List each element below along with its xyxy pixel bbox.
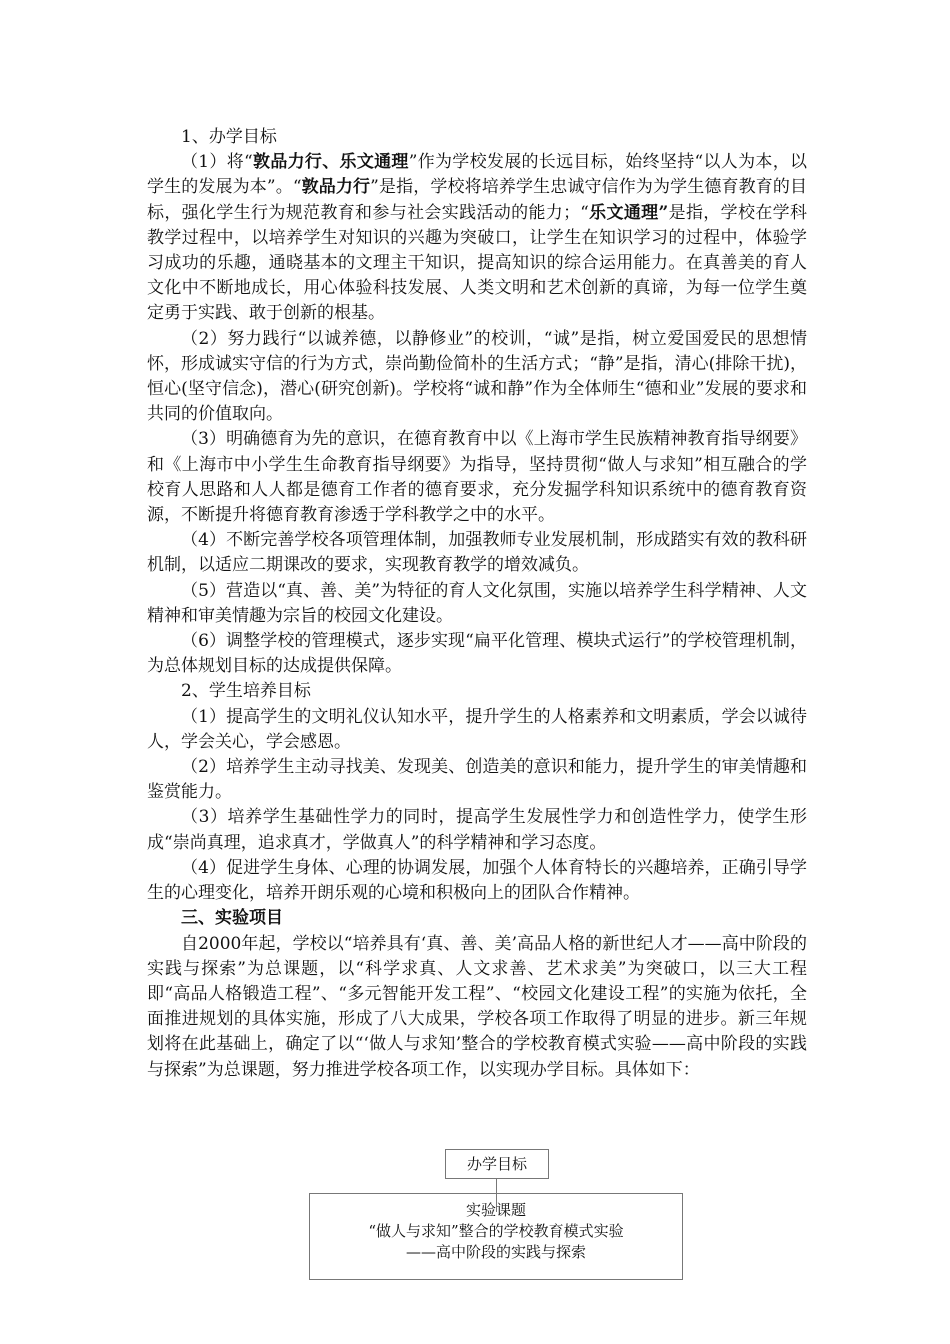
bold-text: 乐文通理”	[588, 202, 669, 223]
text-run: 是指，学校在学科教学过程中，以培养学生对知识的兴趣为突破口，让学生在知识学习的过程中，体验学习成功的乐趣，通晓基本的文理主干知识，提高知识的综合运用能力。在真善美的育人文化中不断地成长，用心体验科技发展、人类文明和艺术创新的真谛，为每一位学生奠定勇于实践、敢于创新的根基。	[147, 202, 808, 324]
document-body	[147, 125, 807, 1083]
text-run: ”是指，学校将培养学生忠诚守信作为为学生德育教育的目标，强化学生行为规范教育和参与社会实践活动的能力；“	[147, 177, 807, 223]
diagram-topic-title: 实验课题	[465, 1201, 526, 1219]
paragraph: （4）不断完善学校各项管理体制，加强教师专业发展机制，形成踏实有效的教科研机制，以适应二期课改的要求，实现教育教学的增效减负。	[147, 530, 807, 576]
text-run: ”作为学校发展的长远目标，始终坚持“以人为本，以学生的发展为本”。“	[147, 152, 807, 198]
diagram-goal-box: 办学目标	[445, 1149, 549, 1179]
paragraph	[147, 150, 807, 326]
bold-text: 敦品力行	[301, 177, 371, 198]
section-heading: 2、学生培养目标	[181, 681, 311, 702]
paragraph: （3）明确德育为先的意识，在德育教育中以《上海市学生民族精神教育指导纲要》和《上海市中小学生生命教育指导纲要》为指导，坚持贯彻“做人与求知”相互融合的学校育人思路和人人都是德育工作者的德育要求，充分发掘学科知识系统中的德育教育资源，不断提升将德育教育渗透于学科教学之中的水平。	[147, 429, 807, 526]
section-heading: 三、实验项目	[181, 908, 283, 929]
paragraph: （4）促进学生身体、心理的协调发展，加强个人体育特长的兴趣培养，正确引导学生的心理变化，培养开朗乐观的心境和积极向上的团队合作精神。	[147, 857, 807, 904]
paragraph: （5）营造以“真、善、美”为特征的育人文化氛围，实施以培养学生科学精神、人文精神和审美情趣为宗旨的校园文化建设。	[147, 580, 807, 626]
paragraph: 自2000年起，学校以“培养具有‘真、善、美’高品人格的新世纪人才——高中阶段的实践与探索”为总课题，以“科学求真、人文求善、艺术求美”为突破口，以三大工程即“高品人格锻造工程”、“多元智能开发工程”、“校园文化建设工程”的实施为依托，全面推进规划的具体实施，形成了八大成果，学校各项工作取得了明显的进步。新三年规划将在此基础上，确定了以“‘做人与求知’整合的学校教育模式实验——高中阶段的实践与探索”为总课题，努力推进学校各项工作，以实现办学目标。具体如下：	[147, 933, 807, 1080]
section-heading: 1、办学目标	[181, 127, 277, 147]
diagram-topic-line: “做人与求知”整合的学校教育模式实验	[368, 1222, 624, 1240]
paragraph: （2）努力践行“以诚养德，以静修业”的校训，“诚”是指，树立爱国爱民的思想情怀，形成诚实守信的行为方式，崇尚勤俭简朴的生活方式；“静”是指，清心(排除干扰)，恒心(坚守信念)，潜心(研究创新)。学校将“诚和静”作为全体师生“德和业”发展的要求和共同的价值取向。	[147, 328, 807, 425]
paragraph: （1）提高学生的文明礼仪认知水平，提升学生的人格素养和文明素质，学会以诚待人，学会关心，学会感恩。	[147, 706, 807, 752]
diagram-topic-subtitle: ——高中阶段的实践与探索	[405, 1243, 586, 1261]
bold-text: 敦品力行、乐文通理	[252, 152, 409, 173]
paragraph: （6）调整学校的管理模式，逐步实现“扁平化管理、模块式运行”的学校管理机制，为总体规划目标的达成提供保障。	[147, 631, 807, 677]
text-run: （1）将“	[181, 152, 253, 173]
diagram-topic-box	[309, 1193, 683, 1280]
paragraph: （3）培养学生基础性学力的同时，提高学生发展性学力和创造性学力，使学生形成“崇尚真理，追求真才，学做真人”的科学精神和学习态度。	[147, 807, 807, 853]
paragraph: （2）培养学生主动寻找美、发现美、创造美的意识和能力，提升学生的审美情趣和鉴赏能力。	[147, 757, 807, 803]
